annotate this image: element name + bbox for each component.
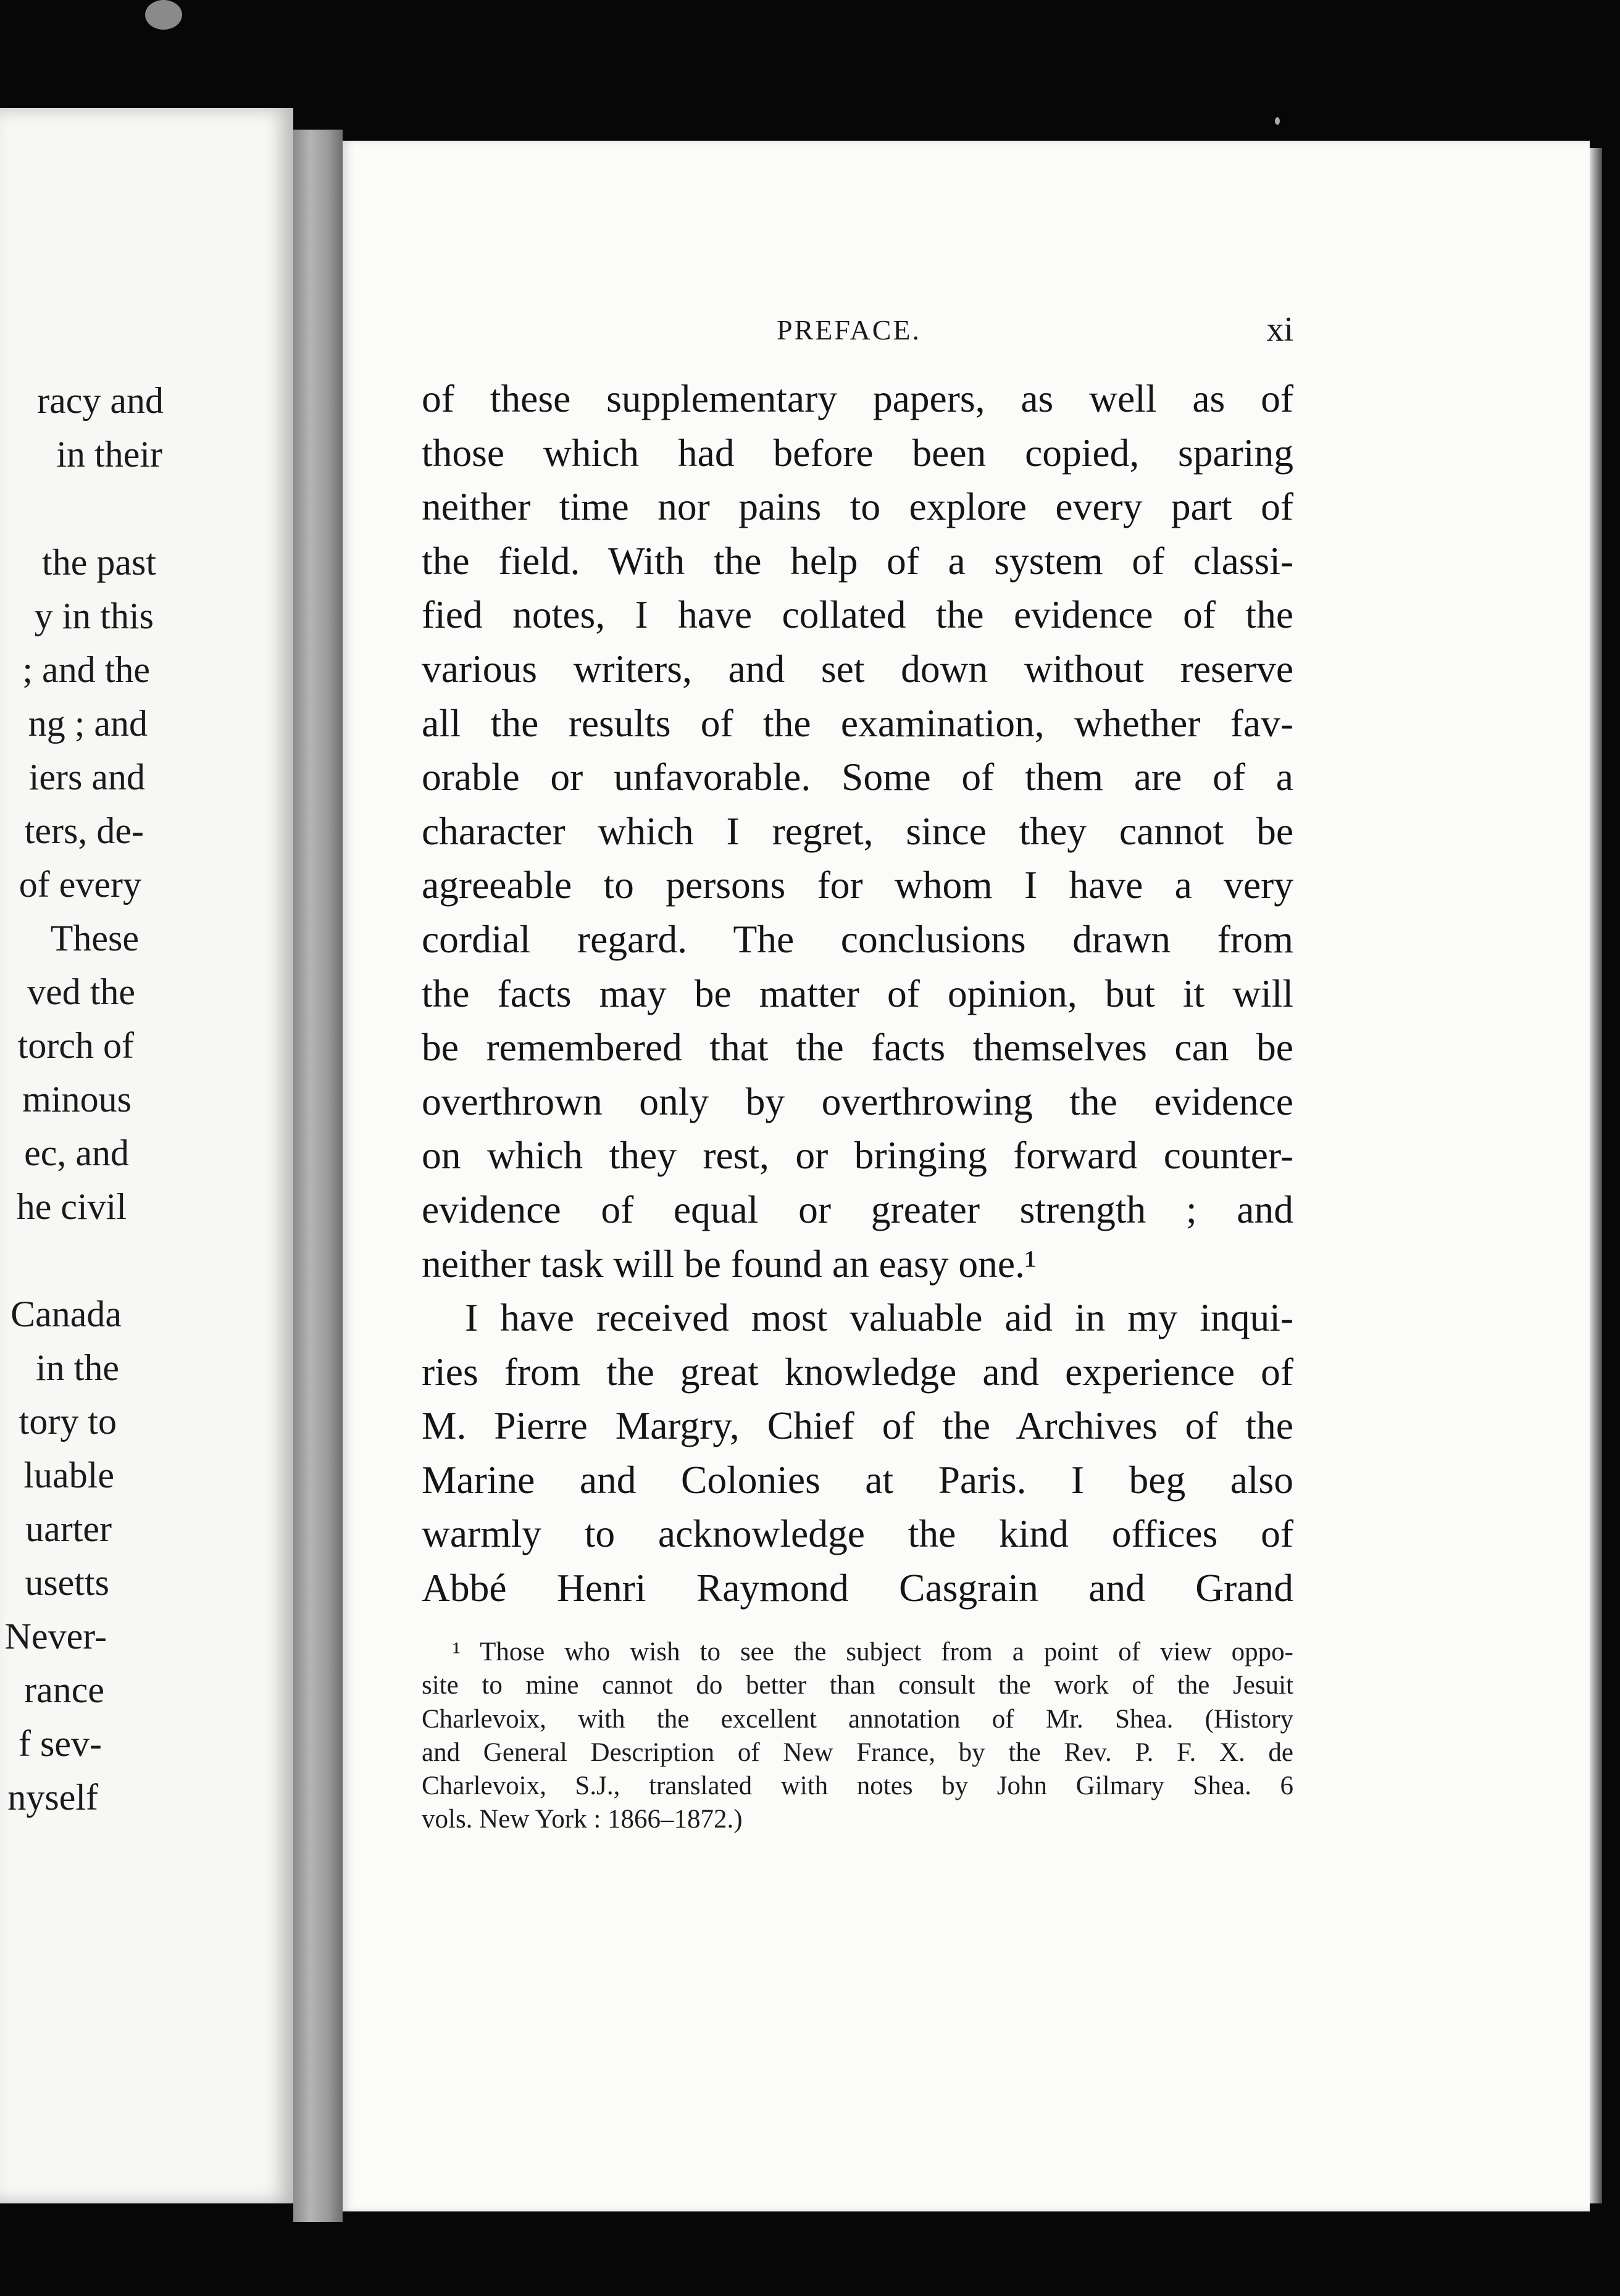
text-line: overthrown only by overthrowing the evidence [422,1079,1293,1123]
left-page [0,108,293,2203]
left-line: ; and the [22,649,150,690]
left-line: y in this [34,596,154,636]
text-line: on which they rest, or bringing forward counter- [422,1133,1293,1178]
left-line: These [50,918,139,959]
page-edge-shadow [1590,148,1602,2203]
book-gutter-shadow [293,130,343,2222]
left-line: of every [19,864,141,905]
text-line: character which I regret, since they cannot be [422,809,1293,853]
dust-speck [145,0,182,30]
left-line: in the [36,1347,119,1388]
body-text [422,372,1293,1615]
left-line: racy and [37,380,164,421]
text-line: ries from the great knowledge and experience of [422,1349,1293,1394]
footnote-line: and General Description of New France, by the Rev. P. F. X. de [422,1737,1293,1767]
left-line: ters, de- [24,810,144,851]
footnote-line: site to mine cannot do better than consult the work of the Jesuit [422,1671,1293,1700]
text-line: those which had before been copied, sparing [422,430,1293,475]
left-line: iers and [28,757,145,797]
left-line: the past [42,542,156,583]
text-line: Marine and Colonies at Paris. I beg also [422,1457,1293,1502]
left-line: Canada [10,1294,122,1334]
left-line: luable [23,1455,114,1495]
text-line: fied notes, I have collated the evidence of the [422,593,1293,637]
page-number: xi [1266,310,1293,349]
text-line: I have received most valuable aid in my inqui- [465,1296,1293,1340]
text-line: be remembered that the facts themselves can be [422,1025,1293,1070]
left-line: ng ; and [28,703,148,744]
running-header [422,310,1293,357]
left-line: rance [24,1670,104,1710]
left-line: Never- [4,1616,107,1657]
text-line: the facts may be matter of opinion, but it will [422,971,1293,1015]
footnote [422,1636,1293,1837]
left-line: nyself [7,1777,98,1818]
text-line: orable or unfavorable. Some of them are of a [422,755,1293,799]
left-line: he civil [16,1186,127,1227]
text-line: agreeable to persons for whom I have a very [422,863,1293,907]
text-line: M. Pierre Margry, Chief of the Archives of the [422,1404,1293,1448]
text-line: the field. With the help of a system of classi- [422,538,1293,583]
text-line: neither time nor pains to explore every part of [422,485,1293,529]
footnote-line: vols. New York : 1866–1872.) [422,1805,743,1834]
footnote-line: Charlevoix, S.J., translated with notes by John Gilmary Shea. 6 [422,1771,1293,1801]
left-line: tory to [19,1401,117,1442]
text-line: evidence of equal or greater strength ; and [422,1187,1293,1231]
left-line: usetts [25,1562,109,1603]
text-line: warmly to acknowledge the kind offices of [422,1512,1293,1556]
left-line: minous [22,1079,132,1120]
dust-speck [1275,117,1280,125]
text-line: cordial regard. The conclusions drawn from [422,917,1293,961]
footnote-line: ¹ Those who wish to see the subject from a point of view oppo- [453,1637,1293,1666]
left-line: uarter [25,1508,112,1549]
left-line: ec, and [24,1133,129,1173]
footnote-line: Charlevoix, with the excellent annotation of Mr. Shea. (History [422,1704,1293,1734]
text-line: Abbé Henri Raymond Casgrain and Grand [422,1566,1293,1610]
left-line: in their [56,434,162,475]
text-line: of these supplementary papers, as well as of [422,376,1293,420]
left-line: f sev- [19,1723,102,1764]
text-line: various writers, and set down without reserve [422,646,1293,691]
left-line: ved the [27,971,135,1012]
text-line: neither task will be found an easy one.¹ [422,1241,1037,1286]
running-head: PREFACE. [777,314,922,346]
text-line: all the results of the examination, whether fav- [422,701,1293,745]
left-line: torch of [17,1025,134,1066]
